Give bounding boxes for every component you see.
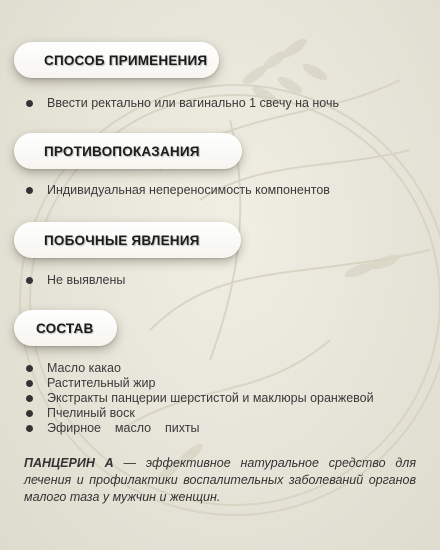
section-title-contraindications: ПРОТИВОПОКАЗАНИЯ: [44, 143, 200, 159]
product-name: ПАНЦЕРИН А: [24, 456, 114, 470]
product-description: — эффективное натуральное средство для лечения и профилактики воспалительных заболеваний органов малого таза у мужчин и женщин.: [24, 456, 417, 504]
bullet-icon: [26, 410, 33, 417]
list-item: Растительный жир: [26, 375, 155, 391]
list-item: Ввести ректально или вагинально 1 свечу на ночь: [26, 95, 339, 111]
list-item: Эфирное масло пихты: [26, 420, 200, 436]
list-item: Пчелиный воск: [26, 405, 135, 421]
section-title-usage: СПОСОБ ПРИМЕНЕНИЯ: [44, 52, 208, 68]
section-header-composition: [14, 310, 117, 346]
section-title-composition: СОСТАВ: [36, 320, 94, 336]
bullet-icon: [26, 365, 33, 372]
list-item: Масло какао: [26, 360, 121, 376]
bullet-icon: [26, 277, 33, 284]
bullet-icon: [26, 395, 33, 402]
section-header-side-effects: [14, 222, 241, 258]
bullet-icon: [26, 425, 33, 432]
section-header-contraindications: [14, 133, 242, 169]
section-header-usage: [14, 42, 219, 78]
list-item: Не выявлены: [26, 272, 125, 288]
bullet-icon: [26, 100, 33, 107]
bullet-icon: [26, 380, 33, 387]
product-summary: [24, 455, 416, 506]
section-title-side-effects: ПОБОЧНЫЕ ЯВЛЕНИЯ: [44, 232, 200, 248]
list-item: Экстракты панцерии шерстистой и маклюры оранжевой: [26, 390, 374, 406]
bullet-icon: [26, 187, 33, 194]
list-item: Индивидуальная непереносимость компонентов: [26, 182, 330, 198]
